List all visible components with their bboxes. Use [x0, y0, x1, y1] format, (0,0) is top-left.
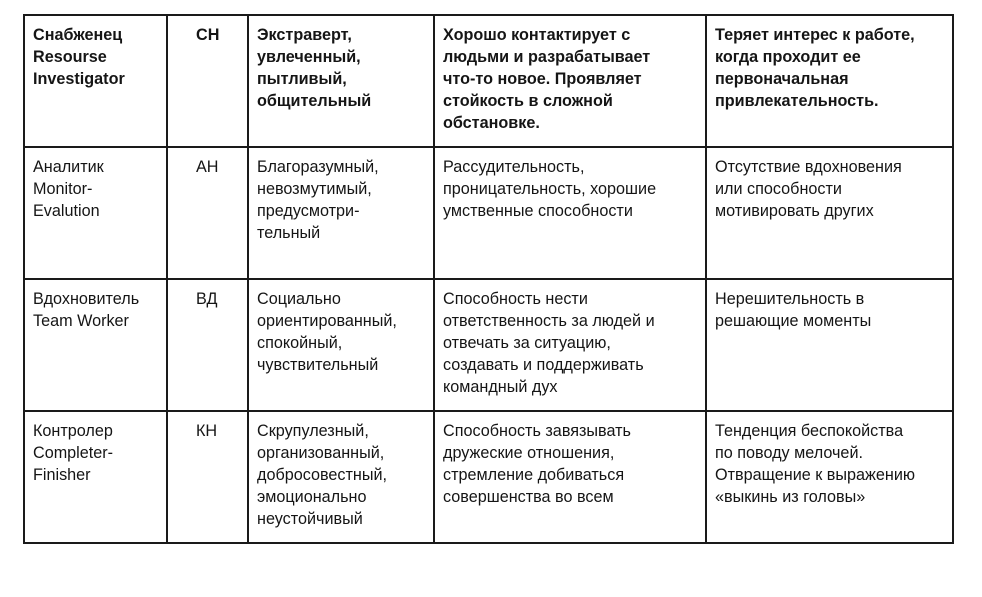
team-roles-table — [23, 14, 954, 544]
role-name-cell: Вдохновитель Team Worker — [24, 279, 167, 411]
role-name-cell: Снабженец Resourse Investigator — [24, 15, 167, 147]
role-weaknesses-cell: Нерешительность в решающие моменты — [706, 279, 953, 411]
role-abbreviation-cell: СН — [167, 15, 248, 147]
role-name-cell: Аналитик Monitor- Evalution — [24, 147, 167, 279]
role-strengths-cell: Рассудительность, проницательность, хорошие умственные способности — [434, 147, 706, 279]
role-traits-cell: Социально ориентированный, спокойный, чувствительный — [248, 279, 434, 411]
role-name-cell: Контролер Completer- Finisher — [24, 411, 167, 543]
role-traits-cell: Благоразумный, невозмутимый, предусмотри- тельный — [248, 147, 434, 279]
role-weaknesses-cell: Отсутствие вдохновения или способности мотивировать других — [706, 147, 953, 279]
role-traits-cell: Экстраверт, увлеченный, пытливый, общительный — [248, 15, 434, 147]
role-abbreviation-cell: ВД — [167, 279, 248, 411]
table-row — [24, 15, 953, 147]
role-strengths-cell: Способность завязывать дружеские отношения, стремление добиваться совершенства во всем — [434, 411, 706, 543]
role-abbreviation-cell: АН — [167, 147, 248, 279]
role-strengths-cell: Хорошо контактирует с людьми и разрабатывает что-то новое. Проявляет стойкость в сложной обстановке. — [434, 15, 706, 147]
table-row — [24, 279, 953, 411]
role-weaknesses-cell: Теряет интерес к работе, когда проходит ее первоначальная привлекательность. — [706, 15, 953, 147]
role-traits-cell: Скрупулезный, организованный, добросовестный, эмоционально неустойчивый — [248, 411, 434, 543]
role-abbreviation-cell: КН — [167, 411, 248, 543]
role-weaknesses-cell: Тенденция беспокойства по поводу мелочей. Отвращение к выражению «выкинь из головы» — [706, 411, 953, 543]
role-strengths-cell: Способность нести ответственность за людей и отвечать за ситуацию, создавать и поддерживать командный дух — [434, 279, 706, 411]
table-row — [24, 411, 953, 543]
table-row — [24, 147, 953, 279]
